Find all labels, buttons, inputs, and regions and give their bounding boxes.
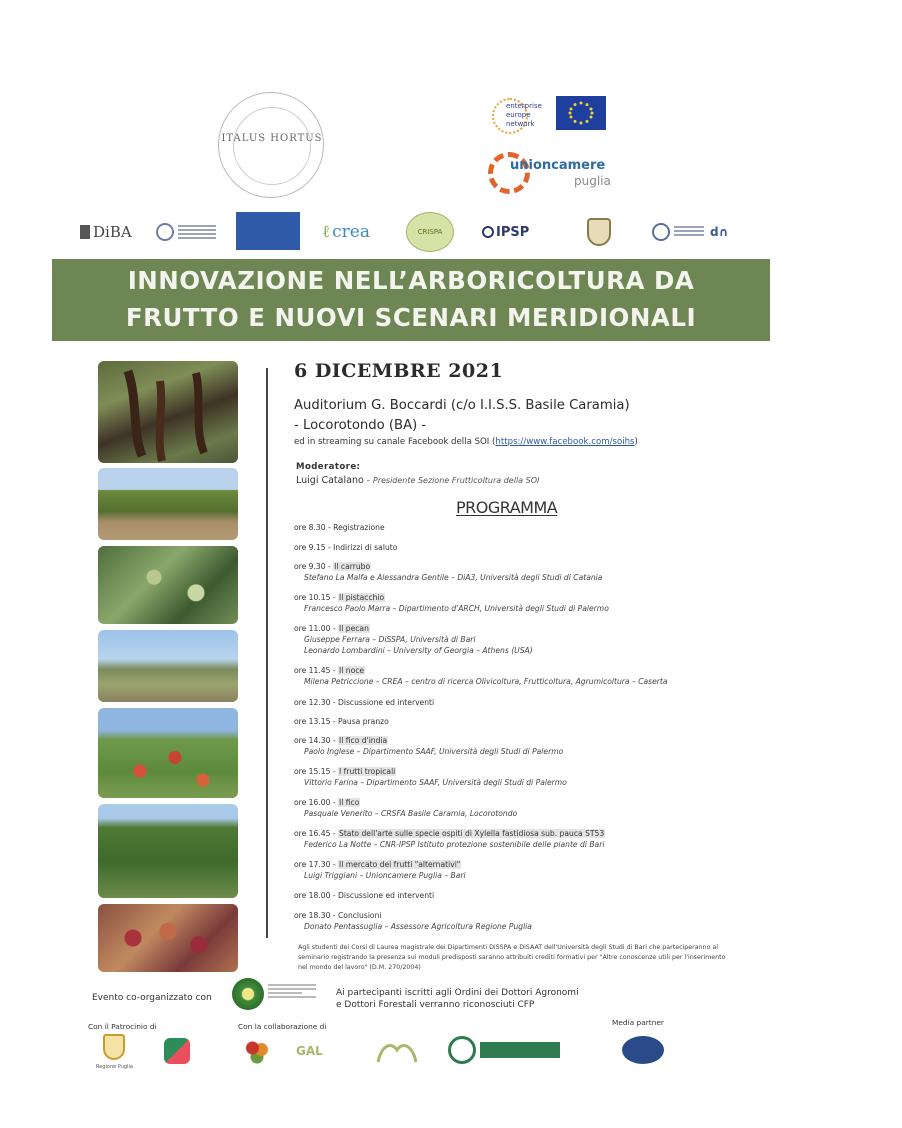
unioncamere-region: puglia: [574, 174, 611, 188]
photo-pistachio-orchard: [98, 468, 238, 540]
entry-topic: Discussione ed interventi: [338, 698, 435, 707]
page-title-line1: INNOVAZIONE NELL’ARBORICOLTURA DA: [127, 266, 695, 295]
crispa-logo: [406, 212, 454, 252]
program-entry: [294, 665, 668, 687]
entry-time: ore 17.30 -: [294, 860, 338, 869]
entry-speaker: Leonardo Lombardini – University of Georgia – Athens (USA): [304, 646, 533, 655]
regione-crest-icon: [103, 1034, 125, 1060]
uniba-text-block: [178, 225, 216, 239]
program-entry: [294, 592, 609, 614]
entry-topic: Il fico d'india: [339, 736, 388, 745]
streaming-info: [294, 437, 638, 447]
photo-pecan: [98, 546, 238, 624]
seal-inner-ring: [233, 107, 311, 185]
photo-walnut-orchard: [98, 630, 238, 702]
entry-time: ore 9.15 -: [294, 543, 334, 552]
entry-time: ore 18.30 -: [294, 911, 338, 920]
soi-seal-logo: [218, 92, 324, 198]
entry-time: ore 9.30 -: [294, 562, 334, 571]
entry-time: ore 10.15 -: [294, 593, 338, 602]
ipsp-mark-icon: [482, 226, 494, 238]
program-entry: [294, 561, 602, 583]
entry-time: ore 12.30 -: [294, 698, 338, 707]
photo-tropical-trees: [98, 804, 238, 898]
entry-time: ore 16.00 -: [294, 798, 338, 807]
entry-topic: Pausa pranzo: [338, 717, 389, 726]
entry-time: ore 11.45 -: [294, 666, 338, 675]
entry-topic: Conclusioni: [338, 911, 382, 920]
program-entry: [294, 828, 605, 850]
seal-text: ITALUS HORTUS: [221, 133, 323, 144]
uniba-logo: [156, 212, 220, 252]
unioncamere-text: unioncamere: [510, 158, 606, 173]
media-partner-label: Media partner: [612, 1018, 664, 1027]
crispa-logo-text: CRISPA: [417, 228, 443, 236]
een-line: enterprise: [506, 102, 542, 110]
entry-time: ore 11.00 -: [294, 624, 338, 633]
patronage-label: Con il Patrocinio di: [88, 1022, 157, 1031]
program-entry: [294, 766, 567, 788]
cfp-line2: e Dottori Forestali verranno riconosciuti CFP: [336, 1000, 535, 1010]
diba-logo-text: DiBA: [93, 223, 132, 241]
photo-carob: [98, 361, 238, 463]
entry-time: ore 8.30 -: [294, 523, 334, 532]
venue-line2: - Locorotondo (BA) -: [294, 418, 427, 433]
entry-topic: Il pecan: [339, 624, 369, 633]
fruit-logo: [242, 1036, 272, 1066]
program-entry: [294, 716, 389, 727]
entry-time: ore 13.15 -: [294, 717, 338, 726]
entry-topic: Il pistacchio: [339, 593, 385, 602]
dn-mark-icon: d∩: [710, 225, 729, 239]
entry-speaker: Stefano La Malfa e Alessandra Gentile – DiA3, Università degli Studi di Catania: [304, 573, 603, 582]
entry-topic: Discussione ed interventi: [338, 891, 435, 900]
uniba-seal-icon: [156, 223, 174, 241]
forestali-logo: [448, 1036, 560, 1066]
partner-logo-row: [80, 212, 760, 256]
entry-speaker: Federico La Notte – CNR-IPSP Istituto protezione sostenibile delle piante di Bari: [304, 840, 605, 849]
ipsp-logo: [482, 212, 544, 252]
entry-topic: I frutti tropicali: [339, 767, 396, 776]
program-entry: [294, 890, 434, 901]
ipsp-logo-text: IPSP: [496, 224, 530, 240]
facebook-link[interactable]: https://www.facebook.com/soihs: [495, 437, 635, 447]
photo-figs: [98, 904, 238, 972]
crea-logo-text: crea: [332, 222, 370, 242]
entry-time: ore 16.45 -: [294, 829, 338, 838]
event-date: 6 DICEMBRE 2021: [294, 360, 504, 382]
odaf-text-block: [268, 982, 316, 1000]
title-banner: [52, 259, 770, 341]
een-logo: [494, 96, 546, 136]
photo-prickly-pear: [98, 708, 238, 798]
student-credits-note: Agli studenti dei Corsi di Laurea magistrale dei Dipartimenti DiSSPA e DiSAAT dell'Università degli Studi di Bari che parteciperanno al seminario registrando la presenza sui moduli predisposti saranno attribuiti crediti formativi per "Altre conoscenze utili per l'inserimento nel mondo del lavoro" (D.M. 270/2004): [298, 944, 726, 971]
fattoria-logo: [372, 1036, 422, 1066]
een-line: network: [506, 120, 535, 128]
odaf-flower-icon: [232, 978, 264, 1010]
eu-flag-icon: [556, 96, 606, 130]
entry-topic: Il noce: [339, 666, 365, 675]
moderator-role: – Presidente Sezione Frutticoltura della SOI: [363, 476, 540, 485]
entry-topic: Indirizzi di saluto: [333, 543, 398, 552]
page-title-line2: FRUTTO E NUOVI SCENARI MERIDIONALI: [125, 303, 697, 332]
gal-logo: [296, 1044, 323, 1058]
diba-mark-icon: [80, 225, 90, 239]
entry-topic: Stato dell'arte sulle specie ospiti di Xylella fastidiosa sub. pauca ST53: [339, 829, 605, 838]
entry-speaker: Paolo Inglese – Dipartimento SAAF, Università degli Studi di Palermo: [304, 747, 564, 756]
moderator-line: [296, 475, 539, 486]
venue-line1: Auditorium G. Boccardi (c/o I.I.S.S. Basile Caramia): [294, 398, 630, 413]
entry-speaker: Milena Petriccione – CREA – centro di ricerca Olivicoltura, Frutticoltura, Agrumicoltura – Caserta: [304, 677, 668, 686]
program-entry: [294, 859, 466, 881]
program-entry: [294, 623, 533, 656]
regione-puglia-logo: [96, 1034, 133, 1070]
cfp-line1: Ai partecipanti iscritti agli Ordini dei Dottori Agronomi: [336, 988, 579, 998]
entry-speaker: Vittorio Farina – Dipartimento SAAF, Università degli Studi di Palermo: [304, 778, 567, 787]
collaboration-label: Con la collaborazione di: [238, 1022, 327, 1031]
entry-speaker: Giuseppe Ferrara – DiSSPA, Università di Bari: [304, 635, 476, 644]
regione-caption: Regione Puglia: [96, 1064, 133, 1070]
program-entry: [294, 797, 517, 819]
program-entry: [294, 697, 434, 708]
een-line: europe: [506, 111, 531, 119]
crea-logo: [322, 212, 386, 252]
entry-time: ore 15.15 -: [294, 767, 338, 776]
institute-crest-logo: [576, 212, 622, 252]
crea-leaf-icon: ℓ: [322, 222, 331, 242]
forestali-seal-icon: [448, 1036, 476, 1064]
cfp-info: [336, 987, 579, 1011]
entry-speaker: Donato Pentassuglia – Assessore Agricoltura Regione Puglia: [304, 922, 532, 931]
entry-speaker: Pasquale Venerito – CRSFA Basile Caramia, Locorotondo: [304, 809, 518, 818]
vertical-divider: [266, 368, 268, 938]
program-heading: PROGRAMMA: [456, 498, 558, 517]
event-venue: [294, 396, 630, 436]
stream-prefix: ed in streaming su canale Facebook della SOI (: [294, 437, 496, 447]
entry-topic: Il fico: [339, 798, 360, 807]
entry-speaker: Francesco Paolo Marra – Dipartimento d'ARCH, Università degli Studi di Palermo: [304, 604, 609, 613]
diba-logo: [80, 212, 140, 252]
program-entry: [294, 910, 532, 932]
entry-time: ore 18.00 -: [294, 891, 338, 900]
coorganized-label: Evento co-organizzato con: [92, 993, 212, 1003]
entry-topic: Il mercato dei frutti "alternativi": [339, 860, 461, 869]
stream-suffix: ): [634, 437, 638, 447]
gal-logo-text: GAL: [296, 1044, 323, 1058]
program-entry: [294, 522, 385, 533]
unioncamere-logo: [488, 152, 628, 196]
entry-topic: Registrazione: [333, 523, 385, 532]
university-seal-icon: [652, 223, 670, 241]
partner-square-logo: [164, 1038, 190, 1064]
entry-topic: Il carrubo: [334, 562, 371, 571]
forestali-banner: [480, 1042, 560, 1058]
program-entry: [294, 735, 563, 757]
saaf-logo: [236, 212, 300, 250]
crest-icon: [587, 218, 611, 246]
university-dn-logo: [652, 212, 756, 252]
entry-speaker: Luigi Triggiani – Unioncamere Puglia – Bari: [304, 871, 466, 880]
moderator-name: Luigi Catalano: [296, 475, 364, 486]
university-text-block: [674, 226, 704, 238]
moderator-label: Moderatore:: [296, 462, 361, 472]
media-partner-logo: [622, 1036, 664, 1064]
program-entry: [294, 542, 397, 553]
entry-time: ore 14.30 -: [294, 736, 338, 745]
